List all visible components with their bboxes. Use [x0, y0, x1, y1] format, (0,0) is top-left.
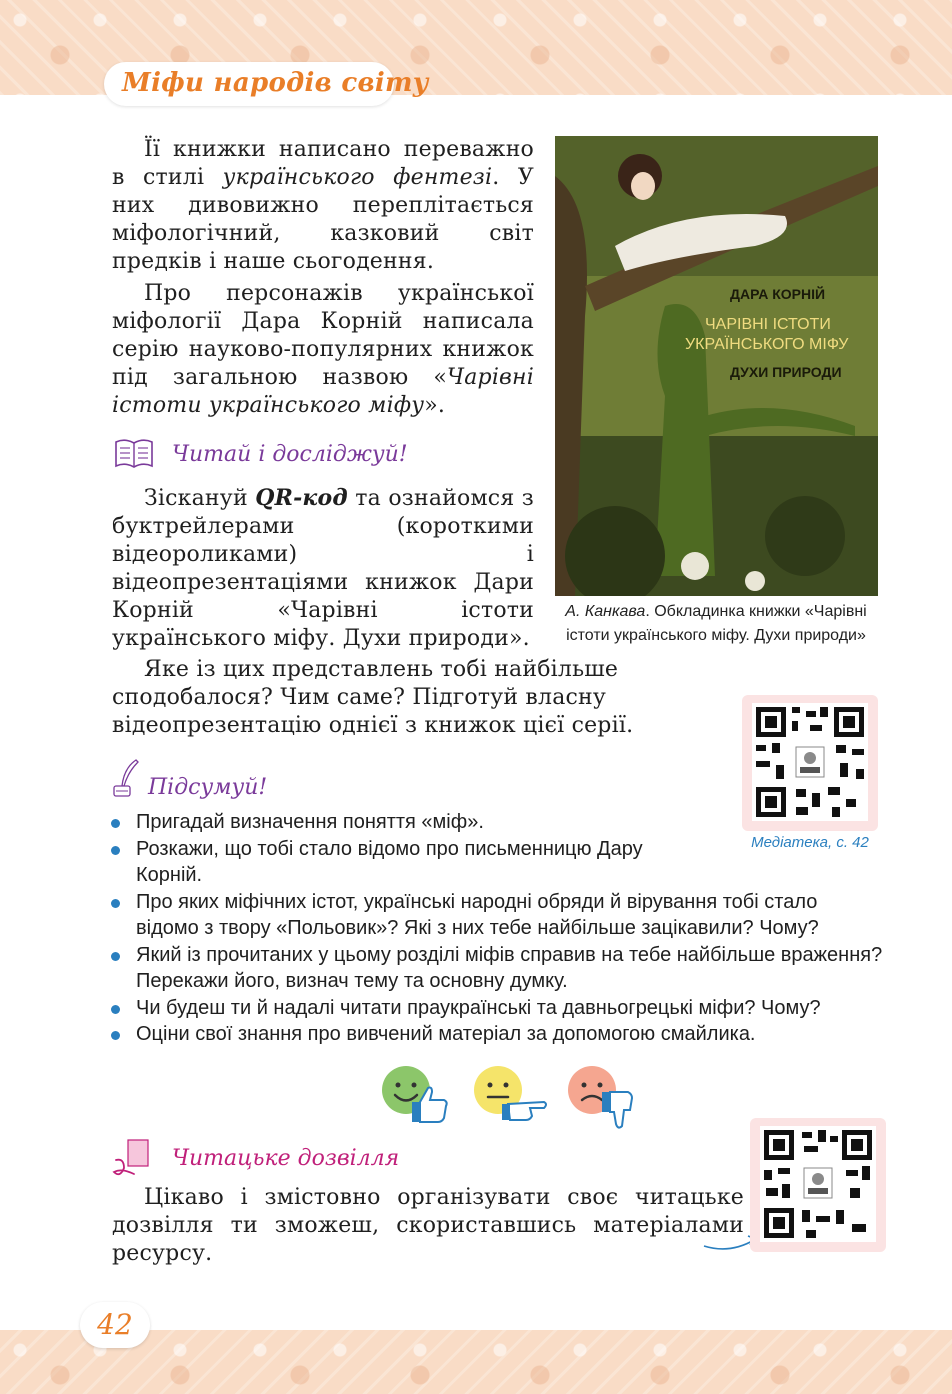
paragraph-text: . У них дивовижно переплітається міфологічний, казковий світ предків і наше сьогодення. [112, 165, 534, 274]
emphasis-text: українського фентезі [222, 165, 493, 190]
paragraph-text: Яке із цих представлень тобі найбільше сподобалося? Чим саме? Підготуй власну відеопрезентацію однієї з книжок цієї серії. [112, 657, 634, 738]
list-item [108, 836, 883, 889]
neutral-smiley-pointing-icon[interactable] [472, 1064, 552, 1124]
paragraph-task [112, 656, 720, 740]
quill-pen-icon [110, 758, 142, 798]
page-header-title: Міфи народів світу [122, 68, 429, 98]
cover-subtitle: ДУХИ ПРИРОДИ [730, 364, 842, 380]
cover-caption [560, 600, 872, 648]
caption-author: А. Канкава [565, 603, 646, 620]
section-heading-leisure: Читацьке дозвілля [172, 1146, 400, 1171]
cover-author: ДАРА КОРНІЙ [730, 286, 826, 302]
paragraph-leisure [112, 1184, 744, 1268]
list-item: Чи будеш ти й надалі читати праукраїнські та давньогрецькі міфи? Чому? [108, 995, 883, 1022]
paragraph-text: Зіскануй [144, 486, 256, 511]
emphasis-text: Чарівні істоти українського міфу [112, 365, 534, 418]
list-item: Оціни свої знання про вивчений матеріал за допомогою смайлика. [108, 1021, 883, 1048]
paragraph-qr-instructions [112, 484, 534, 653]
paragraph-text: ». [424, 393, 446, 418]
paragraph-text: Про персонажів української міфології Дара Корній написала серію науково-популярних книжок під загальною назвою « [112, 281, 534, 390]
cover-title-line2: УКРАЇНСЬКОГО МІФУ [685, 336, 849, 353]
list-item: Який із прочитаних у цьому розділі міфів справив на тебе найбільше враження? Перекажи його, визнач тему та основну думку. [108, 942, 883, 995]
list-item: Про яких міфічних істот, українські народні обряди й вірування тобі стало відомо з твору «Польовик»? Які з них тебе найбільше зацікавили? Чому? [108, 889, 883, 942]
section-heading-read-explore: Читай і досліджуй! [172, 442, 408, 467]
paragraph-text: Її книжки написано переважно в стилі [112, 137, 534, 190]
cover-title-line1: ЧАРІВНІ ІСТОТИ [705, 316, 831, 333]
qr-caption: Медіатека, с. 42 [751, 834, 869, 851]
paragraph-text: та ознайомся з буктрейлерами (короткими відеороликами) і відеопрезентаціями книжок Дари Корній «Чарівні істоти українського міфу. Духи природи». [112, 486, 535, 651]
qr-code-pattern [760, 1126, 876, 1242]
list-item-text: Розкажи, що тобі стало відомо про письменницю Дару Корній. [136, 837, 643, 886]
paragraph-fantasy-style [112, 136, 534, 276]
happy-smiley-thumbs-up-icon[interactable] [380, 1064, 452, 1124]
emphasis-text: QR-код [255, 485, 348, 511]
sad-smiley-thumbs-down-icon[interactable] [566, 1064, 642, 1132]
qr-code-leisure-resource[interactable] [750, 1118, 886, 1252]
paragraph-series [112, 280, 534, 420]
qr-code-pattern [752, 703, 868, 821]
paragraph-text: Цікаво і змістовно організувати своє читацьке дозвілля ти зможеш, скориставшись матеріалами ресурсу. [112, 1185, 744, 1266]
bookmark-pen-icon [110, 1138, 152, 1182]
open-book-icon [112, 436, 156, 472]
caption-text: . Обкладинка книжки «Чарівні істоти українського міфу. Духи природи» [566, 603, 867, 644]
summary-question-list [108, 809, 883, 1048]
list-item: Пригадай визначення поняття «міф». [108, 809, 883, 836]
book-cover-image [555, 136, 878, 596]
page-number: 42 [97, 1308, 133, 1341]
section-heading-summarize: Підсумуй! [148, 775, 268, 800]
